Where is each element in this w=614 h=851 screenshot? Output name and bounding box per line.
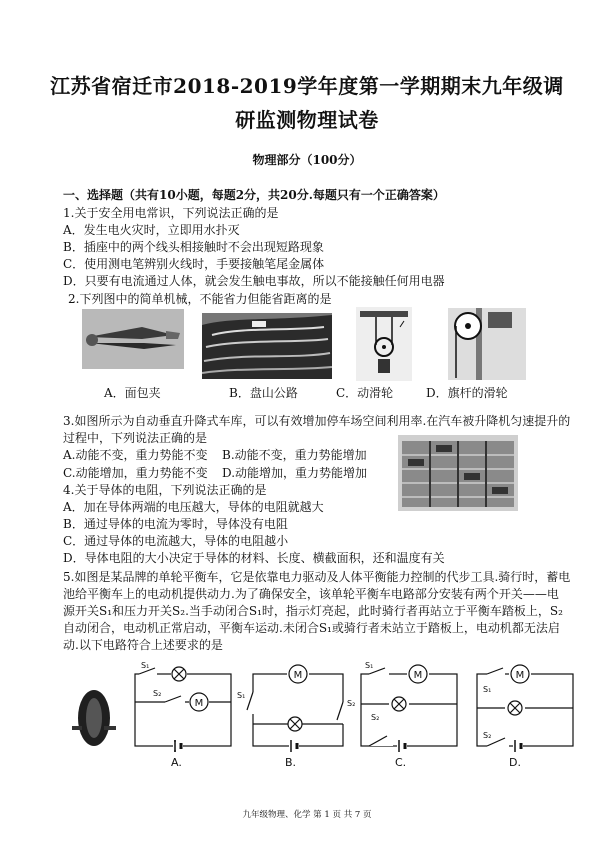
document-title-line-1: 江苏省宿迁市2018-2019学年度第一学期期末九年级调 xyxy=(50,74,564,98)
q3-option-c: C.动能增加，重力势能不变 xyxy=(63,466,208,480)
q4-stem: 4.关于导体的电阻，下列说法正确的是 xyxy=(63,483,267,497)
circuit-d-s2-label: S₂ xyxy=(483,731,492,740)
page-footer: 九年级物理、化学 第 1 页 共 7 页 xyxy=(242,810,372,820)
circuit-c-s1-label: S₁ xyxy=(365,662,374,670)
mountain-road-photo xyxy=(202,313,332,379)
circuit-d-s1-label: S₁ xyxy=(483,685,492,694)
q3-option-a: A.动能不变，重力势能不变 xyxy=(63,448,208,462)
section-heading: 物理部分（100分） xyxy=(252,153,362,167)
q1-stem: 1.关于安全用电常识，下列说法正确的是 xyxy=(63,206,279,220)
q4-option-a: A．加在导体两端的电压越大，导体的电阻就越大 xyxy=(63,500,324,514)
circuit-c-label: C. xyxy=(395,756,407,769)
q2-caption-a: A．面包夹 xyxy=(104,386,161,400)
q4-option-c: C．通过导体的电流越大，导体的电阻越小 xyxy=(63,534,289,548)
q3-option-d: D.动能增加，重力势能增加 xyxy=(222,466,368,480)
q2-caption-c: C．动滑轮 xyxy=(336,386,394,400)
parking-garage-photo xyxy=(398,435,518,511)
q5-stem-line-4: 自动闭合，电动机正常启动，平衡车运动.未闭合S₁或骑行者未站立于踏板上，电动机都无法启 xyxy=(63,621,560,635)
q4-option-d: D．导体电阻的大小决定于导体的材料、长度、横截面积，还和温度有关 xyxy=(63,551,445,565)
movable-pulley-figure xyxy=(356,307,412,381)
circuit-a-s2-label: S₂ xyxy=(153,689,162,698)
circuit-a-label: A. xyxy=(171,756,182,769)
q5-stem-line-2: 池给平衡车上的电动机提供动力.为了确保安全，该单轮平衡车电路部分安装有两个开关——电 xyxy=(63,587,559,601)
bread-clip-photo xyxy=(82,309,184,369)
q1-option-a: A．发生电火灾时，立即用水扑灭 xyxy=(63,223,240,237)
circuit-a-motor-label: M xyxy=(194,698,204,709)
q1-option-b: B．插座中的两个线头相接触时不会出现短路现象 xyxy=(63,240,324,254)
circuit-b-label: B. xyxy=(285,756,297,769)
q3-stem-line-2: 过程中，下列说法正确的是 xyxy=(63,431,208,445)
circuit-d-motor-label: M xyxy=(515,670,525,681)
q2-stem: 2.下列图中的简单机械，不能省力但能省距离的是 xyxy=(68,292,332,306)
circuit-b-motor-label: M xyxy=(293,670,303,681)
q1-option-d: D．只要有电流通过人体，就会发生触电事故，所以不能接触任何用电器 xyxy=(63,274,445,288)
circuit-a-s1-label: S₁ xyxy=(141,662,150,670)
circuit-d-label: D. xyxy=(509,756,521,769)
part-heading: 一、选择题（共有10小题，每题2分，共20分.每题只有一个正确答案） xyxy=(63,188,445,202)
q5-stem-line-1: 5.如图是某品牌的单轮平衡车，它是依靠电力驱动及人体平衡能力控制的代步工具.骑行时，蓄电 xyxy=(63,570,571,584)
flagpole-pulley-figure xyxy=(448,308,526,380)
balance-unicycle-photo xyxy=(72,680,118,750)
q5-stem-line-5: 动.以下电路符合上述要求的是 xyxy=(63,638,223,652)
circuit-b-s2-label: S₂ xyxy=(347,699,356,708)
q1-option-c: C．使用测电笔辨别火线时，手要接触笔尾金属体 xyxy=(63,257,325,271)
circuit-c xyxy=(361,664,457,752)
q2-caption-b: B．盘山公路 xyxy=(229,386,298,400)
q3-option-b: B.动能不变，重力势能增加 xyxy=(222,448,367,462)
q5-stem-line-3: 源开关S₁和压力开关S₂.当手动闭合S₁时，指示灯亮起，此时骑行者再站立于平衡车踏板上，S₂ xyxy=(63,604,563,618)
q4-option-b: B．通过导体的电流为零时，导体没有电阻 xyxy=(63,517,288,531)
q5-circuit-diagrams xyxy=(125,662,605,770)
circuit-a xyxy=(135,666,231,752)
document-title-line-2: 研监测物理试卷 xyxy=(235,108,379,132)
circuit-b-s1-label: S₁ xyxy=(237,691,246,700)
q3-stem-line-1: 3.如图所示为自动垂直升降式车库，可以有效增加停车场空间利用率.在汽车被升降机匀速提升的 xyxy=(63,414,571,428)
q2-caption-d: D．旗杆的滑轮 xyxy=(426,386,508,400)
circuit-c-s2-label: S₂ xyxy=(371,713,380,722)
circuit-c-motor-label: M xyxy=(413,670,423,681)
circuit-d xyxy=(477,664,573,752)
